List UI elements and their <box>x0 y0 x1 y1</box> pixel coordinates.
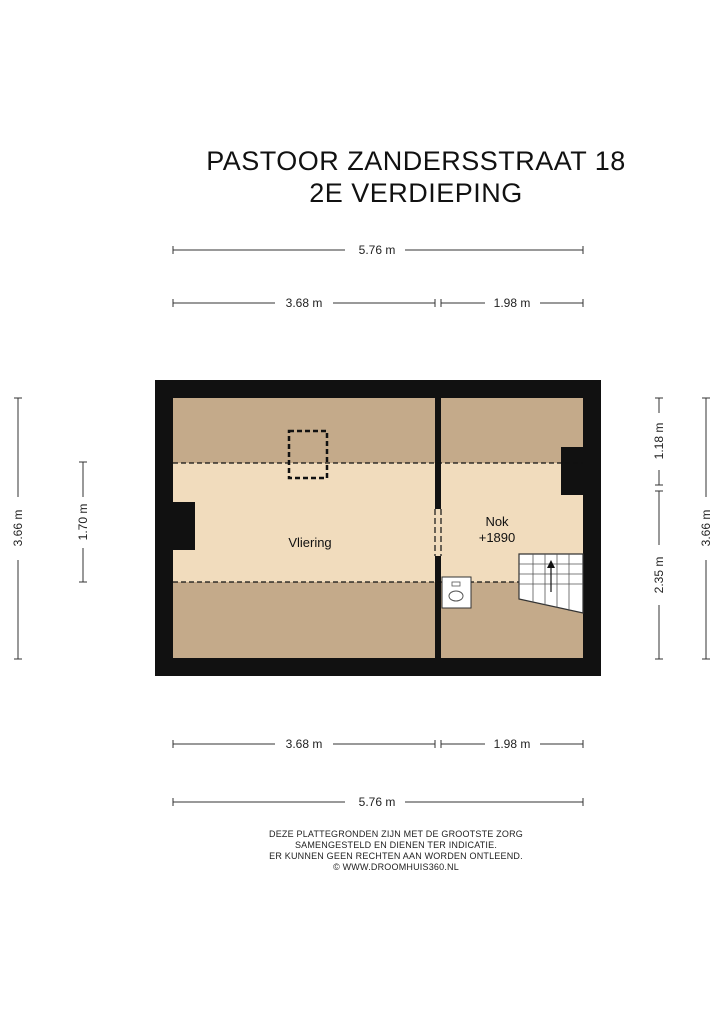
dimension-bottom-right-label: 1.98 m <box>493 737 531 751</box>
chimney-right <box>561 447 583 495</box>
dimension-left-inner-label: 1.70 m <box>76 503 90 541</box>
boiler-icon <box>442 577 471 608</box>
room-label-nok: Nok <box>485 514 509 529</box>
dimension-right-outer-label: 3.66 m <box>699 509 713 547</box>
room-nok <box>441 398 583 658</box>
room-vliering <box>173 398 435 658</box>
disclaimer <box>0 829 724 873</box>
dimension-bottom-total-label: 5.76 m <box>358 795 396 809</box>
disclaimer-line-2: SAMENGESTELD EN DIENEN TER INDICATIE. <box>294 840 498 850</box>
plan-title-floor: 2E VERDIEPING <box>309 178 523 208</box>
dimension-right-upper-label: 1.18 m <box>652 422 666 460</box>
dimension-top-total-label: 5.76 m <box>358 243 396 257</box>
plan-title-address: PASTOOR ZANDERSSTRAAT 18 <box>206 146 626 176</box>
door-opening <box>433 509 443 556</box>
room-label-vliering: Vliering <box>288 535 332 550</box>
dimension-right-lower-label: 2.35 m <box>652 556 666 594</box>
floor-full-height-zone <box>173 463 435 582</box>
dimension-bottom-left-label: 3.68 m <box>285 737 323 751</box>
disclaimer-line-4: © WWW.DROOMHUIS360.NL <box>333 862 459 872</box>
dimension-left-outer-label: 3.66 m <box>11 509 25 547</box>
dimension-top-right-label: 1.98 m <box>493 296 531 310</box>
dimension-top-left-label: 3.68 m <box>285 296 323 310</box>
chimney-left <box>173 502 195 550</box>
disclaimer-line-1: DEZE PLATTEGRONDEN ZIJN MET DE GROOTSTE ZORG <box>269 829 523 839</box>
disclaimer-line-3: ER KUNNEN GEEN RECHTEN AAN WORDEN ONTLEEND. <box>269 851 523 861</box>
room-label-nok-height: +1890 <box>478 530 516 545</box>
